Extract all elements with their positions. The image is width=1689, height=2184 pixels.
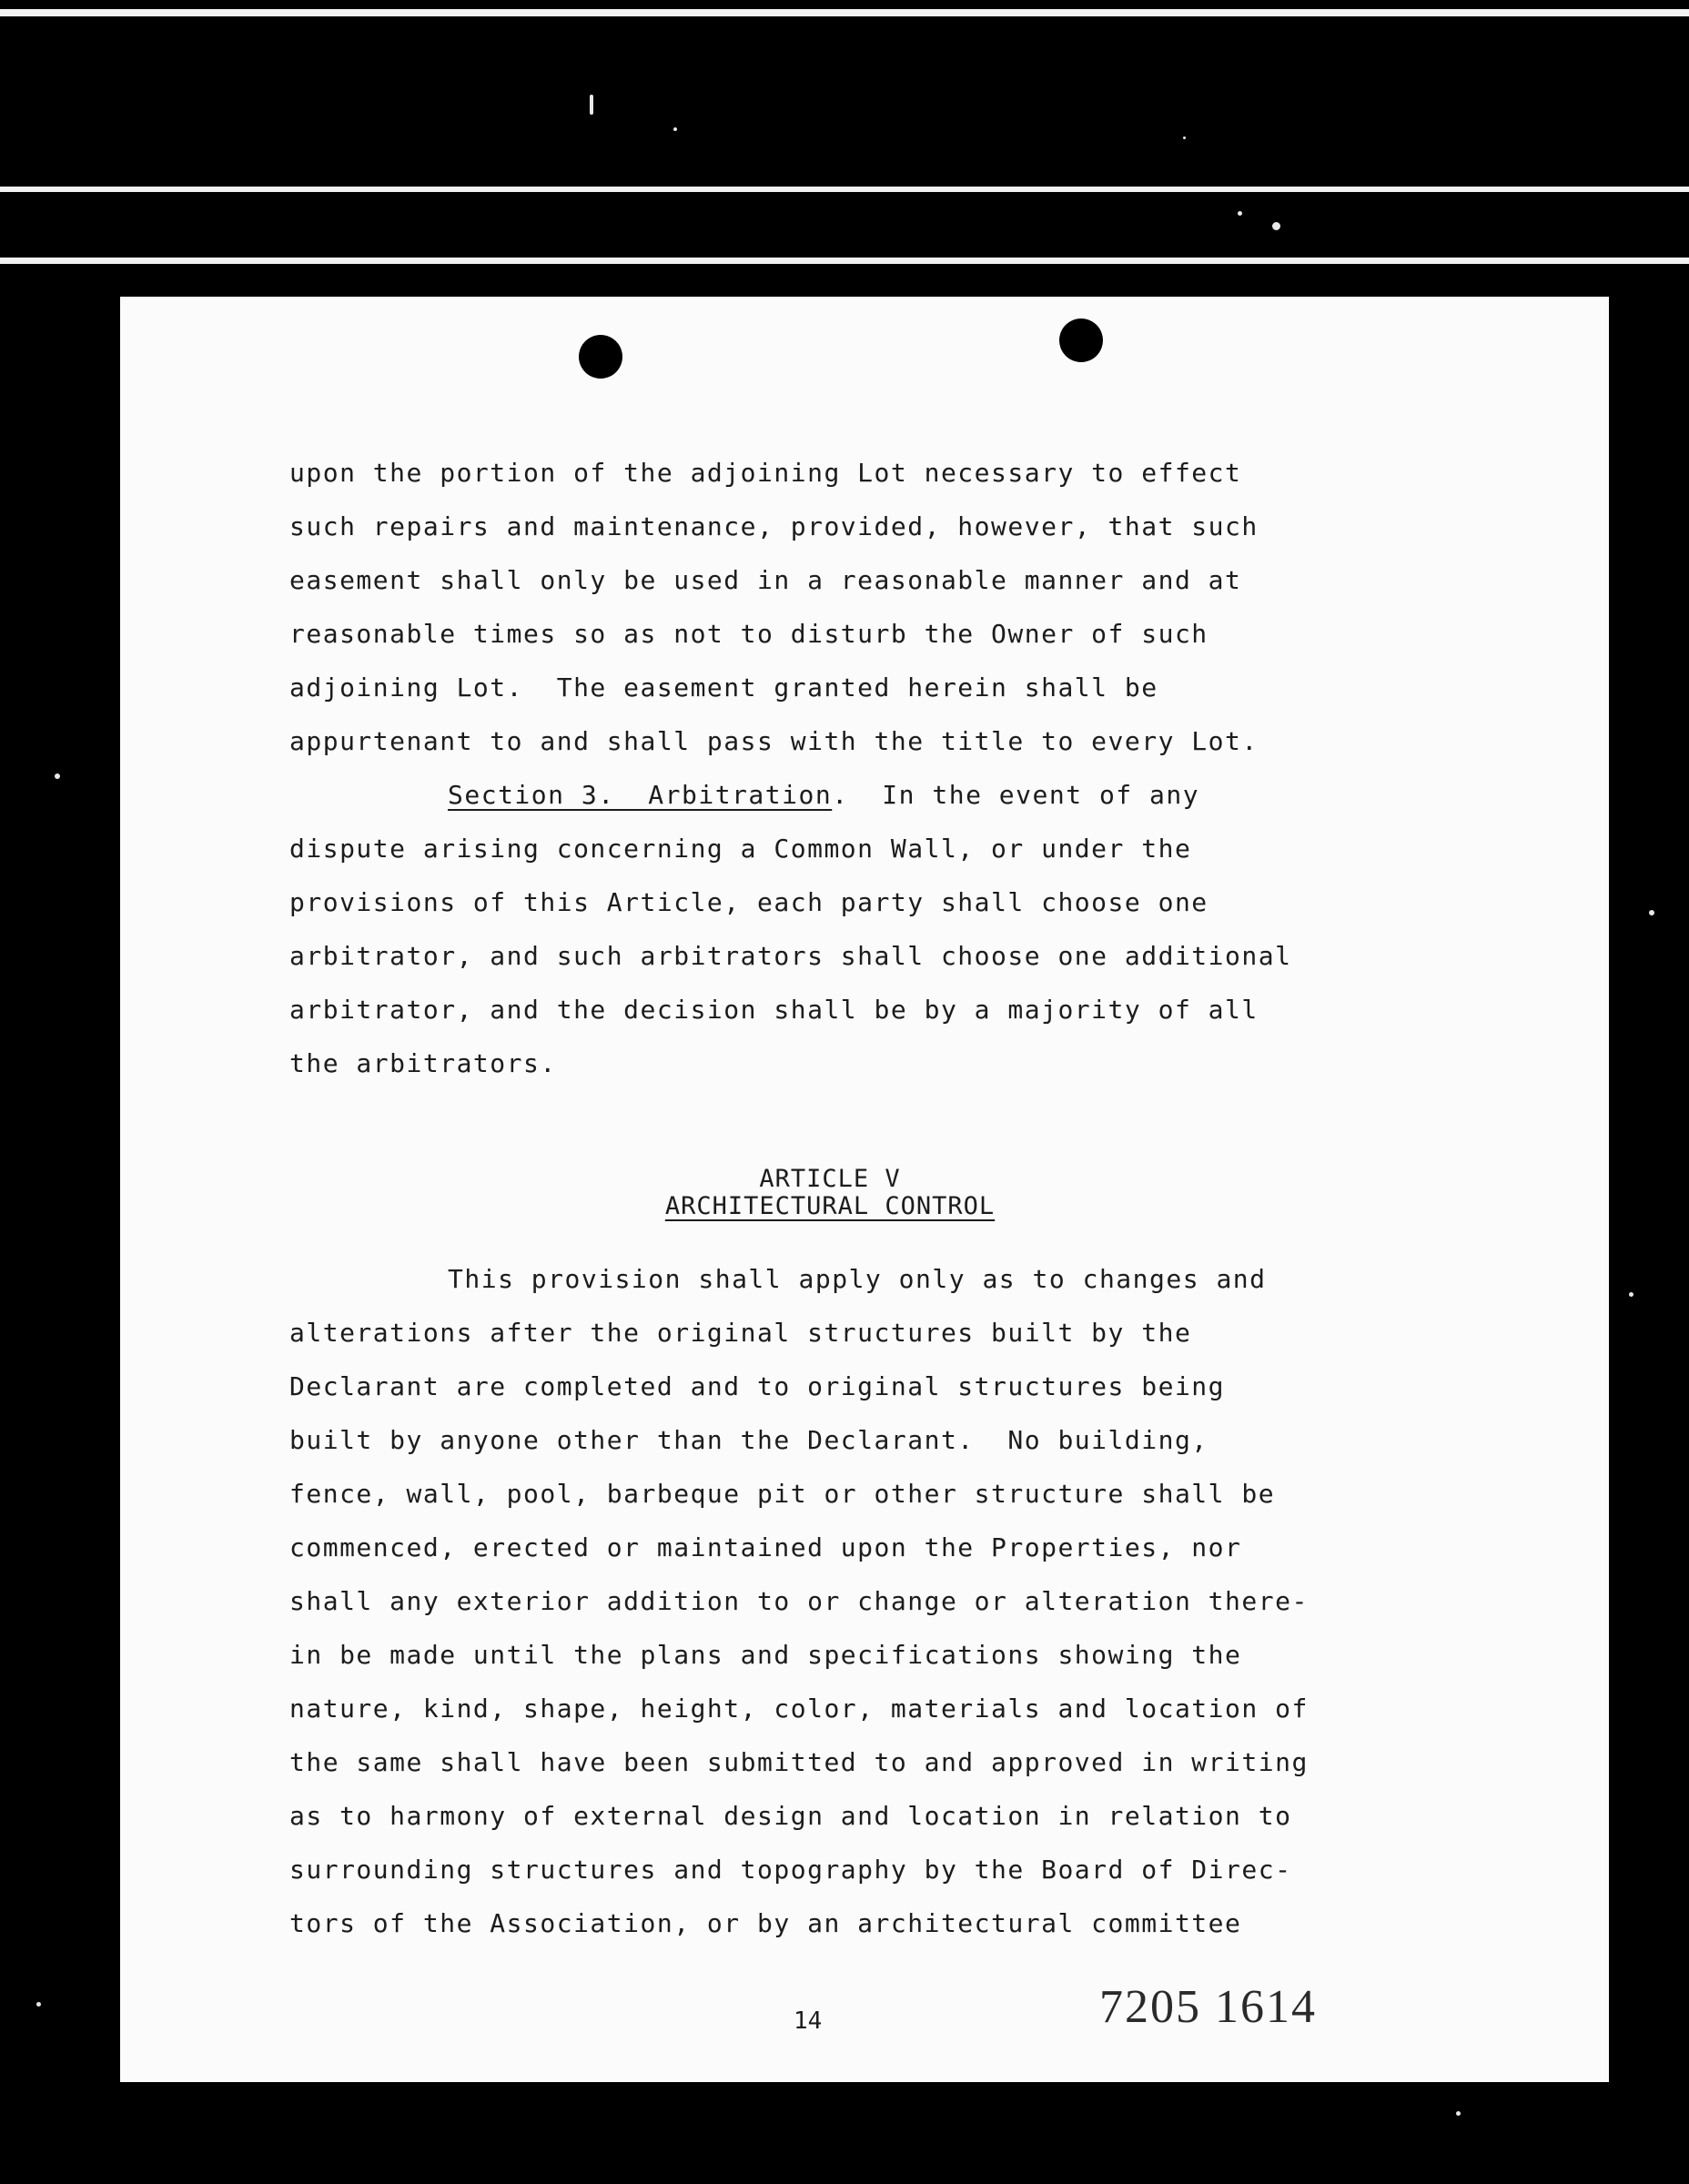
section-heading: Section 3. Arbitration — [448, 780, 833, 810]
text-line: built by anyone other than the Declarant. No building, — [289, 1425, 1209, 1455]
scan-speck — [1272, 222, 1280, 230]
text-line: appurtenant to and shall pass with the title to every Lot. — [289, 726, 1259, 756]
scan-edge-line — [0, 187, 1689, 192]
section-heading-line — [289, 768, 1491, 822]
scan-speck — [1183, 136, 1186, 139]
text-line: easement shall only be used in a reasonable manner and at — [289, 565, 1242, 595]
text-line: the same shall have been submitted to and approved in writing — [289, 1747, 1309, 1777]
text-line: adjoining Lot. The easement granted herein shall be — [289, 672, 1158, 703]
text-line: alterations after the original structures built by the — [289, 1318, 1192, 1348]
punch-hole — [1059, 318, 1103, 362]
text-line: provisions of this Article, each party shall choose one — [289, 887, 1209, 917]
text-line: such repairs and maintenance, provided, however, that such — [289, 511, 1259, 541]
scan-speck — [1649, 910, 1654, 915]
text-line: arbitrator, and such arbitrators shall choose one additional — [289, 941, 1292, 971]
text-line: surrounding structures and topography by the Board of Direc- — [289, 1855, 1292, 1885]
scan-speck — [1629, 1292, 1633, 1297]
text-line: in be made until the plans and specifications showing the — [289, 1640, 1242, 1670]
text-line: reasonable times so as not to disturb the Owner of such — [289, 619, 1209, 649]
text-line: shall any exterior addition to or change or alteration there- — [289, 1586, 1309, 1616]
text-line: tors of the Association, or by an architectural committee — [289, 1908, 1242, 1938]
scan-border-top — [0, 0, 1689, 273]
scan-speck — [590, 95, 593, 115]
recording-stamp: 7205 1614 — [1099, 1981, 1317, 2033]
text-line: Declarant are completed and to original structures being — [289, 1371, 1226, 1401]
text-line: the arbitrators. — [289, 1048, 557, 1078]
scan-edge-line — [0, 9, 1689, 16]
article-title: ARCHITECTURAL CONTROL — [664, 1192, 996, 1220]
text-line: nature, kind, shape, height, color, materials and location of — [289, 1694, 1309, 1724]
scan-speck — [1456, 2111, 1461, 2116]
page-number: 14 — [794, 2007, 823, 2035]
text-line: fence, wall, pool, barbeque pit or other structure shall be — [289, 1479, 1276, 1509]
text-line: dispute arising concerning a Common Wall, or under the — [289, 834, 1192, 864]
document-page — [120, 297, 1609, 2082]
text-line: upon the portion of the adjoining Lot necessary to effect — [289, 458, 1242, 488]
article-number: ARTICLE V — [759, 1165, 901, 1193]
scan-speck — [36, 2002, 41, 2007]
scan-edge-line — [0, 258, 1689, 264]
text-line: as to harmony of external design and location in relation to — [289, 1801, 1292, 1831]
scan-speck — [55, 774, 60, 779]
section-3-paragraph — [289, 768, 1491, 1090]
continued-paragraph — [289, 446, 1491, 768]
text-line-continuation: . In the event of any — [832, 780, 1200, 810]
text-line: arbitrator, and the decision shall be by a majority of all — [289, 995, 1259, 1025]
scan-speck — [673, 127, 677, 131]
scan-speck — [1238, 211, 1242, 216]
punch-hole — [579, 335, 622, 379]
text-line: commenced, erected or maintained upon the Properties, nor — [289, 1532, 1242, 1562]
text-line: This provision shall apply only as to changes and — [448, 1264, 1267, 1294]
article-paragraph — [289, 1252, 1491, 1950]
